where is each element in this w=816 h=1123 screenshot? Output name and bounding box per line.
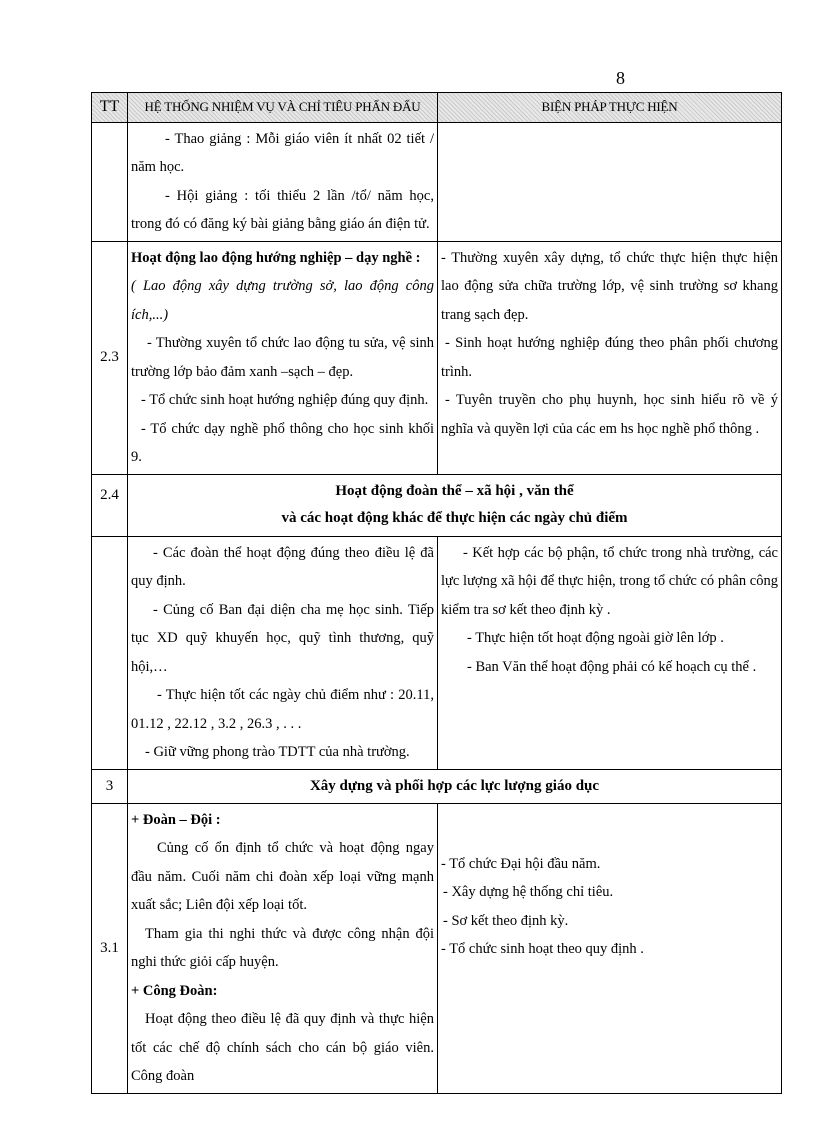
section-heading — [128, 474, 782, 536]
section-title: Hoạt động lao động hướng nghiệp – dạy nghề : — [131, 249, 421, 266]
measures-cell — [438, 803, 782, 1093]
measure-text: - Thực hiện tốt hoạt động ngoài giờ lên lớp . — [467, 630, 724, 646]
tasks-cell — [128, 536, 438, 769]
section-heading-line: Hoạt động đoàn thể – xã hội , văn thể — [335, 483, 574, 499]
task-text: - Tổ chức dạy nghề phổ thông cho học sinh khối 9. — [131, 420, 434, 465]
task-text: Tham gia thi nghi thức và được công nhận đội nghi thức giỏi cấp huyện. — [131, 925, 434, 970]
section-heading-line: và các hoạt động khác để thực hiện các ngày chủ điểm — [281, 510, 628, 526]
task-text: - Thực hiện tốt các ngày chủ điểm như : 20.11, 01.12 , 22.12 , 3.2 , 26.3 , . . . — [131, 687, 434, 732]
measure-text: - Sơ kết theo định kỳ. — [443, 912, 569, 929]
row-number: 2.4 — [92, 474, 128, 536]
measure-text: - Kết hợp các bộ phận, tổ chức trong nhà trường, các lực lượng xã hội để thực hiện, trong tổ chức có phân công kiểm tra sơ kết theo định kỳ . — [441, 544, 778, 618]
plan-table — [91, 92, 782, 1094]
header-tasks: HỆ THỐNG NHIỆM VỤ VÀ CHỈ TIÊU PHẤN ĐẤU — [128, 93, 438, 123]
table-row — [92, 122, 782, 241]
task-text: - Thao giảng : Mỗi giáo viên ít nhất 02 tiết / năm học. — [131, 130, 434, 175]
task-text: - Hội giảng : tối thiểu 2 lần /tổ/ năm học, trong đó có đăng ký bài giảng bằng giáo án điện tử. — [131, 187, 434, 232]
section-heading: Xây dựng và phối hợp các lực lượng giáo dục — [128, 769, 782, 803]
table-row — [92, 536, 782, 769]
measures-cell — [438, 241, 782, 474]
row-number: 2.3 — [92, 241, 128, 474]
table-row — [92, 474, 782, 536]
task-text: - Giữ vững phong trào TDTT của nhà trường. — [145, 744, 410, 760]
tasks-cell — [128, 803, 438, 1093]
group-heading: + Đoàn – Đội : — [131, 811, 221, 828]
table-header-row — [92, 93, 782, 123]
measure-text: - Thường xuyên xây dựng, tổ chức thực hiện thực hiện lao động sửa chữa trường lớp, vệ sinh trường sơ khang trang sạch đẹp. — [441, 249, 778, 323]
measure-text: - Tuyên truyền cho phụ huynh, học sinh hiểu rõ về ý nghĩa và quyền lợi của các em hs học nghề phổ thông . — [441, 392, 778, 437]
measure-text: - Ban Văn thể hoạt động phải có kế hoạch cụ thể . — [467, 658, 757, 675]
table-row — [92, 803, 782, 1093]
page-number: 8 — [616, 68, 625, 88]
measure-text: - Tổ chức Đại hội đầu năm. — [441, 855, 601, 872]
tasks-cell — [128, 122, 438, 241]
measure-text: - Tổ chức sinh hoạt theo quy định . — [441, 941, 644, 957]
table-row — [92, 241, 782, 474]
row-number — [92, 536, 128, 769]
measure-text: - Sinh hoạt hướng nghiệp đúng theo phân phối chương trình. — [441, 335, 778, 380]
table-row — [92, 769, 782, 803]
row-number: 3.1 — [92, 803, 128, 1093]
row-number — [92, 122, 128, 241]
row-number: 3 — [92, 769, 128, 803]
measure-text: - Xây dựng hệ thống chỉ tiêu. — [443, 884, 614, 900]
tasks-cell — [128, 241, 438, 474]
task-text: Hoạt động theo điều lệ đã quy định và thực hiện tốt các chế độ chính sách cho cán bộ giáo viên. Công đoàn — [131, 1011, 434, 1084]
task-text: - Thường xuyên tổ chức lao động tu sửa, vệ sinh trường lớp bảo đảm xanh –sạch – đẹp. — [131, 335, 434, 380]
task-text: Củng cố ổn định tổ chức và hoạt động ngay đầu năm. Cuối năm chi đoàn xếp loại vững mạnh xuất sắc; Liên đội xếp loại tốt. — [131, 840, 434, 913]
header-tt: TT — [92, 93, 128, 123]
task-text: - Củng cố Ban đại diện cha mẹ học sinh. Tiếp tục XD quỹ khuyến học, quỹ tình thương, quỹ hội,… — [131, 601, 434, 675]
task-text: - Các đoàn thể hoạt động đúng theo điều lệ đã quy định. — [131, 544, 434, 589]
measures-cell — [438, 122, 782, 241]
task-text: - Tổ chức sinh hoạt hướng nghiệp đúng quy định. — [141, 392, 429, 408]
section-subtitle: ( Lao động xây dựng trường sở, lao động công ích,...) — [131, 278, 434, 323]
header-measures: BIỆN PHÁP THỰC HIỆN — [438, 93, 782, 123]
measures-cell — [438, 536, 782, 769]
group-heading: + Công Đoàn: — [131, 982, 218, 999]
